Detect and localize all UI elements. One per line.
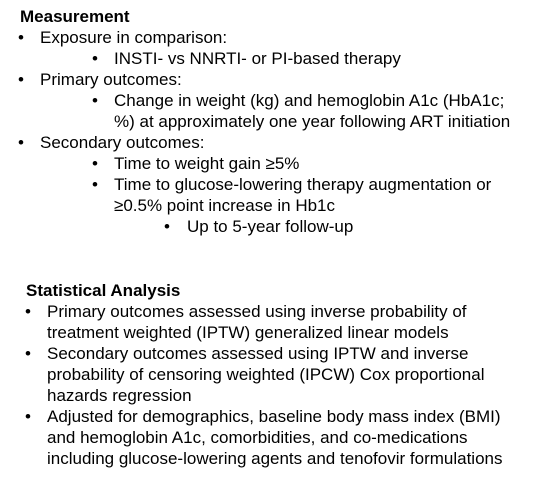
bullet-icon: • <box>18 133 24 152</box>
bullet-icon: • <box>92 49 98 68</box>
measurement-section <box>0 6 551 237</box>
bullet-icon: • <box>92 175 98 194</box>
list-item-text: Primary outcomes assessed using inverse probability of treatment weighted (IPTW) generalized linear models <box>47 302 467 342</box>
list-subitem-weight-gain <box>0 153 514 174</box>
list-item-text: Primary outcomes: <box>40 70 182 89</box>
list-item-text: Time to glucose-lowering therapy augmentation or ≥0.5% point increase in Hb1c <box>114 175 492 215</box>
list-item-primary-analysis <box>0 301 527 343</box>
list-item-text: INSTI- vs NNRTI- or PI-based therapy <box>114 49 401 68</box>
bullet-icon: • <box>25 302 31 321</box>
list-item-secondary-analysis <box>0 343 527 406</box>
bullet-icon: • <box>164 217 170 236</box>
bullet-icon: • <box>92 154 98 173</box>
statistical-analysis-section <box>0 280 551 469</box>
list-subitem-comparison <box>0 48 514 69</box>
list-item-adjustment <box>0 406 527 469</box>
list-item-secondary-outcomes <box>0 132 551 153</box>
list-subitem-glucose-therapy <box>0 174 514 216</box>
bullet-icon: • <box>18 28 24 47</box>
list-item-exposure <box>0 27 551 48</box>
list-subitem-weight-change <box>0 90 514 132</box>
list-item-text: Time to weight gain ≥5% <box>114 154 300 173</box>
list-item-text: Secondary outcomes assessed using IPTW and inverse probability of censoring weighted (IPCW) Cox proportional hazards regression <box>47 344 485 405</box>
bullet-icon: • <box>25 344 31 363</box>
bullet-icon: • <box>92 91 98 110</box>
list-item-text: Secondary outcomes: <box>40 133 205 152</box>
list-item-text: Up to 5-year follow-up <box>187 217 354 236</box>
bullet-icon: • <box>18 70 24 89</box>
list-item-primary-outcomes <box>0 69 551 90</box>
list-subitem-follow-up <box>0 216 551 237</box>
statistical-analysis-heading: Statistical Analysis <box>26 281 181 300</box>
list-item-text: Change in weight (kg) and hemoglobin A1c (HbA1c; %) at approximately one year following ART initiation <box>114 91 511 131</box>
bullet-icon: • <box>25 407 31 426</box>
measurement-heading: Measurement <box>20 7 130 26</box>
list-item-text: Adjusted for demographics, baseline body mass index (BMI) and hemoglobin A1c, comorbidities, and co-medications including glucose-lowering agents and tenofovir formulations <box>47 407 503 468</box>
list-item-text: Exposure in comparison: <box>40 28 228 47</box>
